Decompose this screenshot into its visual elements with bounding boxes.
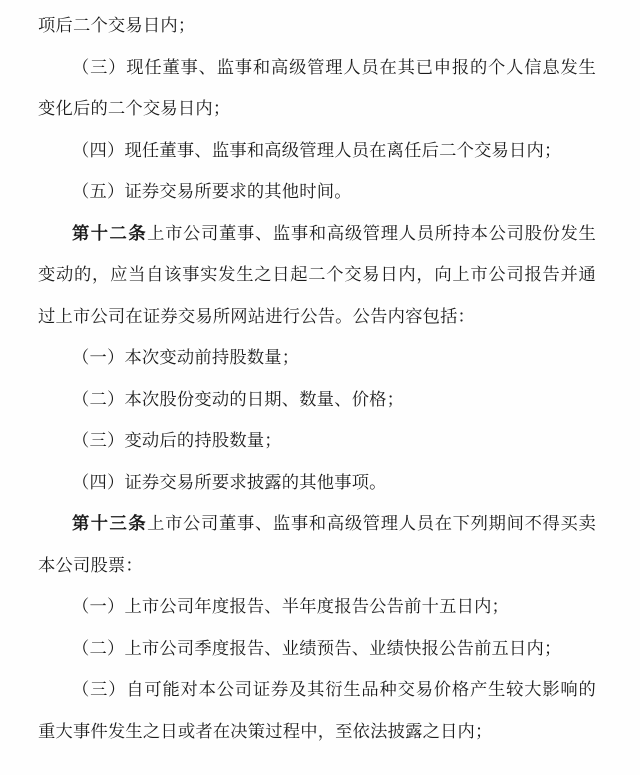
list-item-clause-5: （五）证券交易所要求的其他时间。	[72, 182, 352, 202]
article-12-item-3: （三）变动后的持股数量；	[72, 431, 282, 451]
article-12-item-4: （四）证券交易所要求披露的其他事项。	[72, 472, 387, 493]
article-13-item-2: （二）上市公司季度报告、业绩预告、业绩快报公告前五日内；	[72, 638, 562, 659]
article-13-text: 上市公司董事、监事和高级管理人员在下列期间不得买卖本公司股票：	[38, 514, 596, 576]
list-item-clause-3: （三）现任董事、监事和高级管理人员在其已申报的个人信息发生变化后的二个交易日内；	[38, 57, 596, 119]
article-12-text: 上市公司董事、监事和高级管理人员所持本公司股份发生变动的，应当自该事实发生之日起二个交易日内，向上市公司报告并通过上市公司在证券交易所网站进行公告。公告内容包括：	[38, 223, 596, 327]
article-12-paragraph	[38, 214, 596, 339]
document-body	[38, 6, 596, 753]
article-13-label: 第十三条	[72, 514, 148, 534]
article-13-paragraph	[38, 504, 596, 587]
article-12-label: 第十二条	[72, 223, 148, 244]
article-12-item-2: （二）本次股份变动的日期、数量、价格；	[72, 389, 405, 410]
paragraph-continuation: 项后二个交易日内；	[38, 16, 196, 36]
article-13-item-1: （一）上市公司年度报告、半年度报告公告前十五日内；	[72, 597, 510, 617]
article-13-item-3: （三）自可能对本公司证券及其衍生品种交易价格产生较大影响的重大事件发生之日或者在决策过程中，至依法披露之日内；	[38, 680, 596, 742]
article-12-item-1: （一）本次变动前持股数量；	[72, 348, 300, 368]
list-item-clause-4: （四）现任董事、监事和高级管理人员在离任后二个交易日内；	[72, 140, 562, 161]
